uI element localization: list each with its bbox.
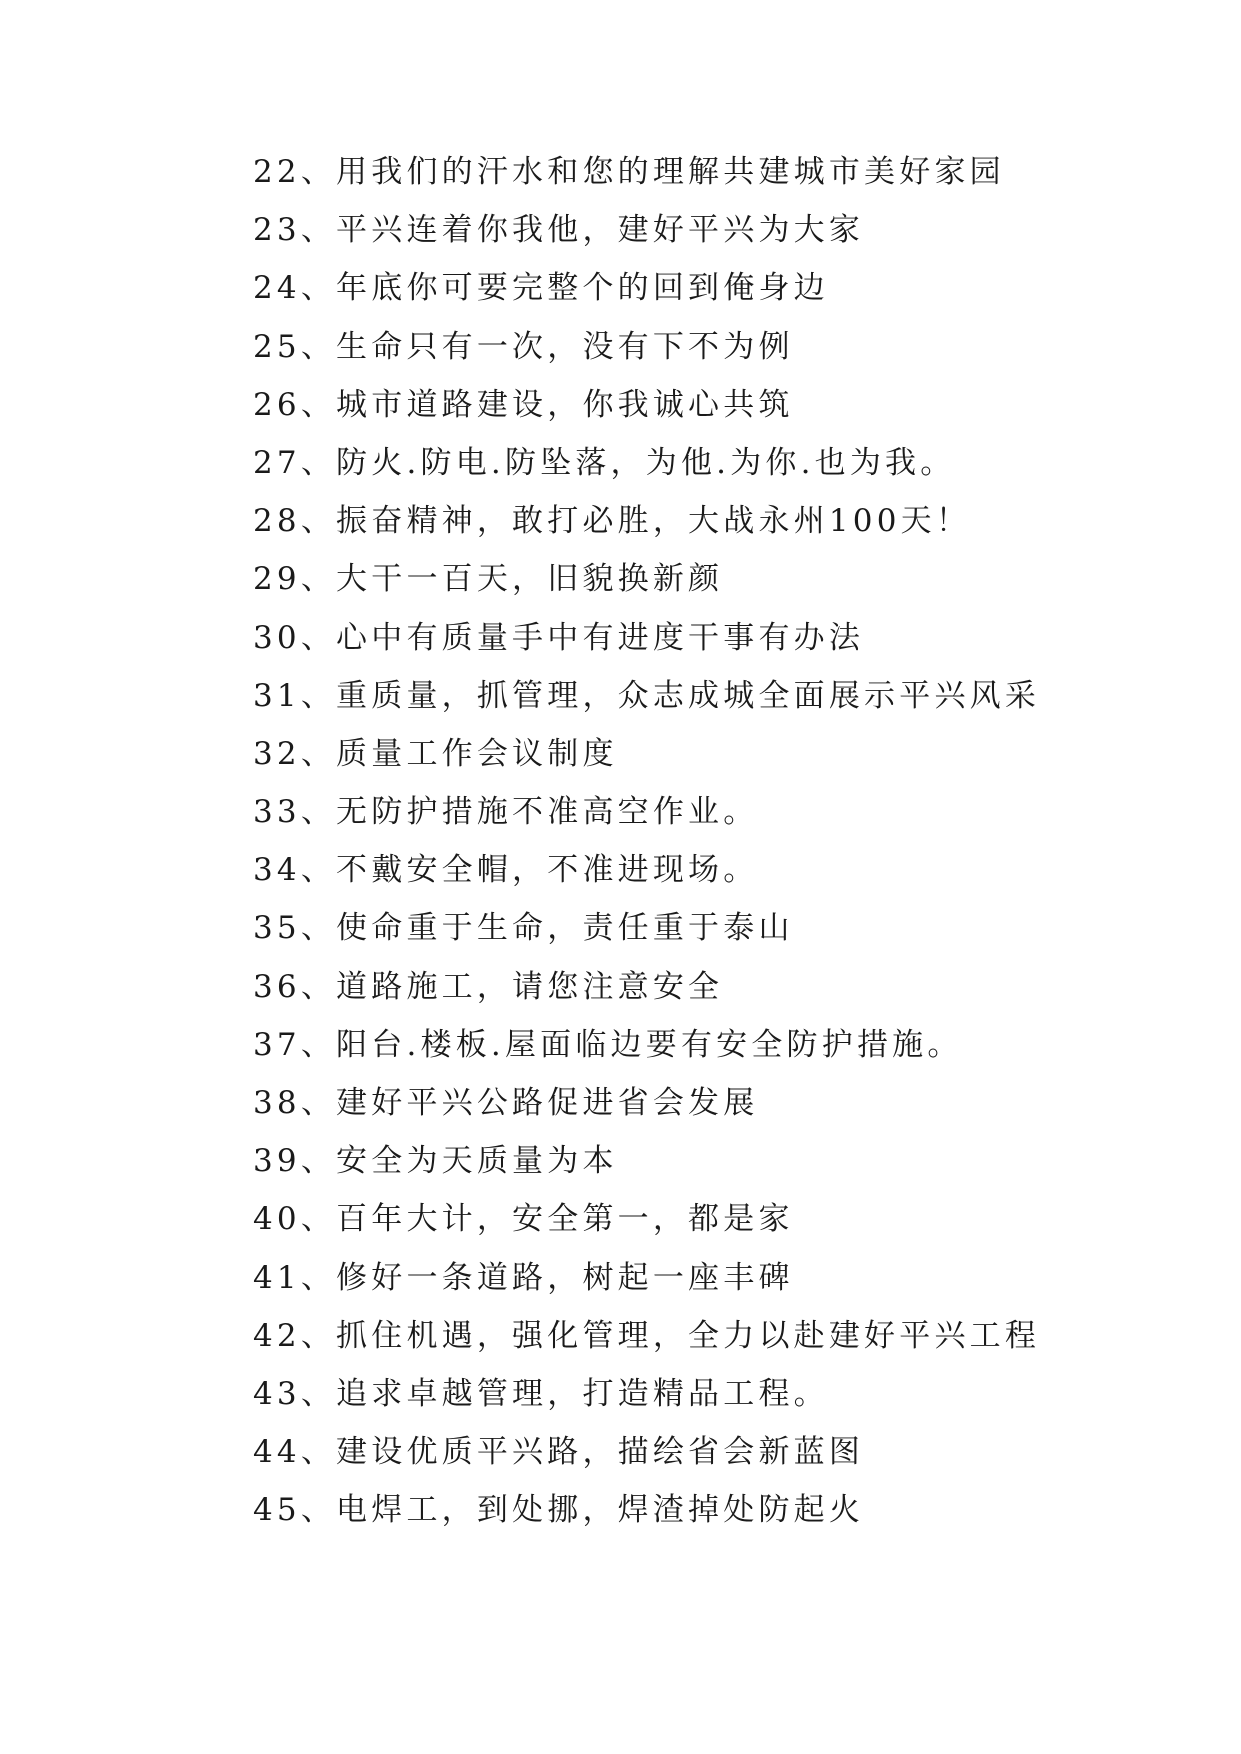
list-item: 40、百年大计，安全第一，都是家: [253, 1201, 794, 1238]
list-item: 32、质量工作会议制度: [253, 735, 618, 772]
list-item: 31、重质量，抓管理，众志成城全面展示平兴风采: [253, 677, 1041, 714]
list-item: 39、安全为天质量为本: [253, 1143, 618, 1180]
list-item: 41、修好一条道路，树起一座丰碑: [253, 1259, 794, 1296]
list-item: 27、防火.防电.防坠落，为他.为你.也为我。: [253, 444, 956, 481]
list-item: 37、阳台.楼板.屋面临边要有安全防护措施。: [253, 1026, 963, 1063]
list-item: 45、电焊工，到处挪，焊渣掉处防起火: [253, 1492, 865, 1529]
list-item: 25、生命只有一次，没有下不为例: [253, 328, 794, 365]
list-item: 29、大干一百天，旧貌换新颜: [253, 561, 724, 598]
list-item: 44、建设优质平兴路，描绘省会新蓝图: [253, 1434, 865, 1471]
slogan-list: [253, 154, 1041, 1554]
list-item: 35、使命重于生命，责任重于泰山: [253, 910, 794, 947]
list-item: 33、无防护措施不准高空作业。: [253, 794, 759, 831]
list-item: 34、不戴安全帽，不准进现场。: [253, 852, 759, 889]
list-item: 22、用我们的汗水和您的理解共建城市美好家园: [253, 154, 1005, 190]
list-item: 30、心中有质量手中有进度干事有办法: [253, 619, 865, 656]
list-item: 43、追求卓越管理，打造精品工程。: [253, 1375, 829, 1412]
list-item: 24、年底你可要完整个的回到俺身边: [253, 270, 829, 307]
list-item: 38、建好平兴公路促进省会发展: [253, 1085, 759, 1121]
list-item: 23、平兴连着你我他，建好平兴为大家: [253, 212, 865, 249]
list-item: 26、城市道路建设，你我诚心共筑: [253, 386, 794, 423]
list-item: 28、振奋精神，敢打必胜，大战永州100天！: [253, 503, 972, 540]
list-item: 36、道路施工，请您注意安全: [253, 968, 724, 1005]
list-item: 42、抓住机遇，强化管理，全力以赴建好平兴工程: [253, 1317, 1041, 1354]
